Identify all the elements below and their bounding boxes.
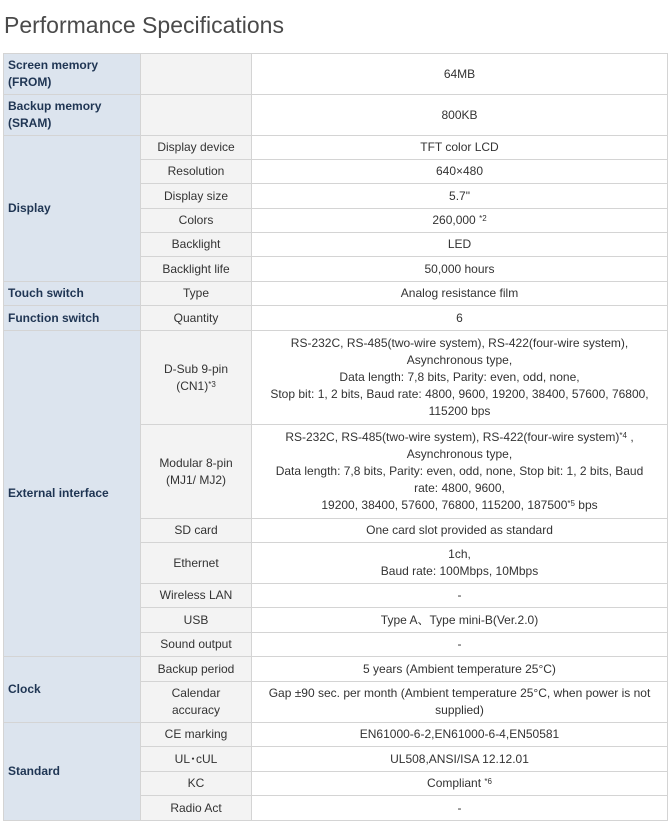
display-device-value: TFT color LCD (252, 136, 668, 160)
touch-switch-label: Touch switch (4, 282, 141, 306)
backup-period-value: 5 years (Ambient temperature 25°C) (252, 657, 668, 682)
backup-memory-value: 800KB (252, 95, 668, 136)
backlight-life-value: 50,000 hours (252, 257, 668, 282)
dsub-value: RS-232C, RS-485(two-wire system), RS-422(four-wire system), Asynchronous type, Data length: 7,8 bits, Parity: even, odd, none, Stop bit: 1, 2 bits, Baud rate: 4800, 9600, 19200, 38400, 57600, 76800, 115200 bps (252, 331, 668, 425)
resolution-value: 640×480 (252, 160, 668, 184)
display-size-value: 5.7" (252, 184, 668, 209)
sound-output-label: Sound output (141, 633, 252, 657)
touch-switch-value: Analog resistance film (252, 282, 668, 306)
usb-label: USB (141, 608, 252, 633)
empty-cell (141, 54, 252, 95)
resolution-label: Resolution (141, 160, 252, 184)
calendar-accuracy-label: Calendar accuracy (141, 682, 252, 723)
display-device-label: Display device (141, 136, 252, 160)
ethernet-label: Ethernet (141, 543, 252, 584)
clock-label: Clock (4, 657, 141, 723)
dsub-label: D-Sub 9-pin $(CN1)^{*3}$ (141, 331, 252, 425)
table-row (4, 723, 668, 747)
modular-label: Modular 8-pin (MJ1/ MJ2) (141, 425, 252, 519)
footnote-mark: *6 (484, 777, 492, 786)
backlight-value: LED (252, 233, 668, 257)
modular-value: RS-232C, RS-485(two-wire system), RS-422(four-wire system)$^{*4}$ , Asynchronous type, Data length: 7,8 bits, Parity: even, odd, none, Stop bit: 1, 2 bits, Baud rate: 4800, 9600, 19200, 38400, 57600, 76800, 115200, 187500$^{*5}$ bps (252, 425, 668, 519)
spec-table (3, 53, 668, 821)
backup-memory-label: Backup memory (SRAM) (4, 95, 141, 136)
backup-period-label: Backup period (141, 657, 252, 682)
ce-marking-value: EN61000-6-2,EN61000-6-4,EN50581 (252, 723, 668, 747)
table-row (4, 331, 668, 425)
external-interface-label: External interface (4, 331, 141, 657)
sd-card-value: One card slot provided as standard (252, 519, 668, 543)
table-row (4, 136, 668, 160)
sound-output-value: - (252, 633, 668, 657)
footnote-mark: *2 (479, 214, 487, 223)
backlight-life-label: Backlight life (141, 257, 252, 282)
table-row (4, 95, 668, 136)
footnote-mark: *5 (567, 499, 575, 508)
kc-value: Compliant $^{*6}$ (252, 772, 668, 796)
function-switch-value: 6 (252, 306, 668, 331)
kc-label: KC (141, 772, 252, 796)
footnote-mark: *4 (619, 431, 627, 440)
backlight-label: Backlight (141, 233, 252, 257)
radio-act-value: - (252, 796, 668, 821)
calendar-accuracy-value: Gap ±90 sec. per month (Ambient temperature 25°C, when power is not supplied) (252, 682, 668, 723)
ce-marking-label: CE marking (141, 723, 252, 747)
table-row (4, 306, 668, 331)
colors-value: 260,000 $^{*2}$ (252, 209, 668, 233)
footnote-mark: *3 (208, 379, 216, 389)
wireless-lan-value: - (252, 584, 668, 608)
table-row (4, 54, 668, 95)
radio-act-label: Radio Act (141, 796, 252, 821)
wireless-lan-label: Wireless LAN (141, 584, 252, 608)
table-row (4, 282, 668, 306)
sd-card-label: SD card (141, 519, 252, 543)
touch-switch-sub: Type (141, 282, 252, 306)
ethernet-value: 1ch, Baud rate: 100Mbps, 10Mbps (252, 543, 668, 584)
function-switch-sub: Quantity (141, 306, 252, 331)
page-title: Performance Specifications (4, 12, 284, 38)
screen-memory-label: Screen memory (FROM) (4, 54, 141, 95)
display-size-label: Display size (141, 184, 252, 209)
standard-label: Standard (4, 723, 141, 821)
function-switch-label: Function switch (4, 306, 141, 331)
ul-label: UL･cUL (141, 747, 252, 772)
display-label: Display (4, 136, 141, 282)
usb-value: Type A、Type mini-B(Ver.2.0) (252, 608, 668, 633)
ul-value: UL508,ANSI/ISA 12.12.01 (252, 747, 668, 772)
colors-label: Colors (141, 209, 252, 233)
empty-cell (141, 95, 252, 136)
screen-memory-value: 64MB (252, 54, 668, 95)
table-row (4, 657, 668, 682)
